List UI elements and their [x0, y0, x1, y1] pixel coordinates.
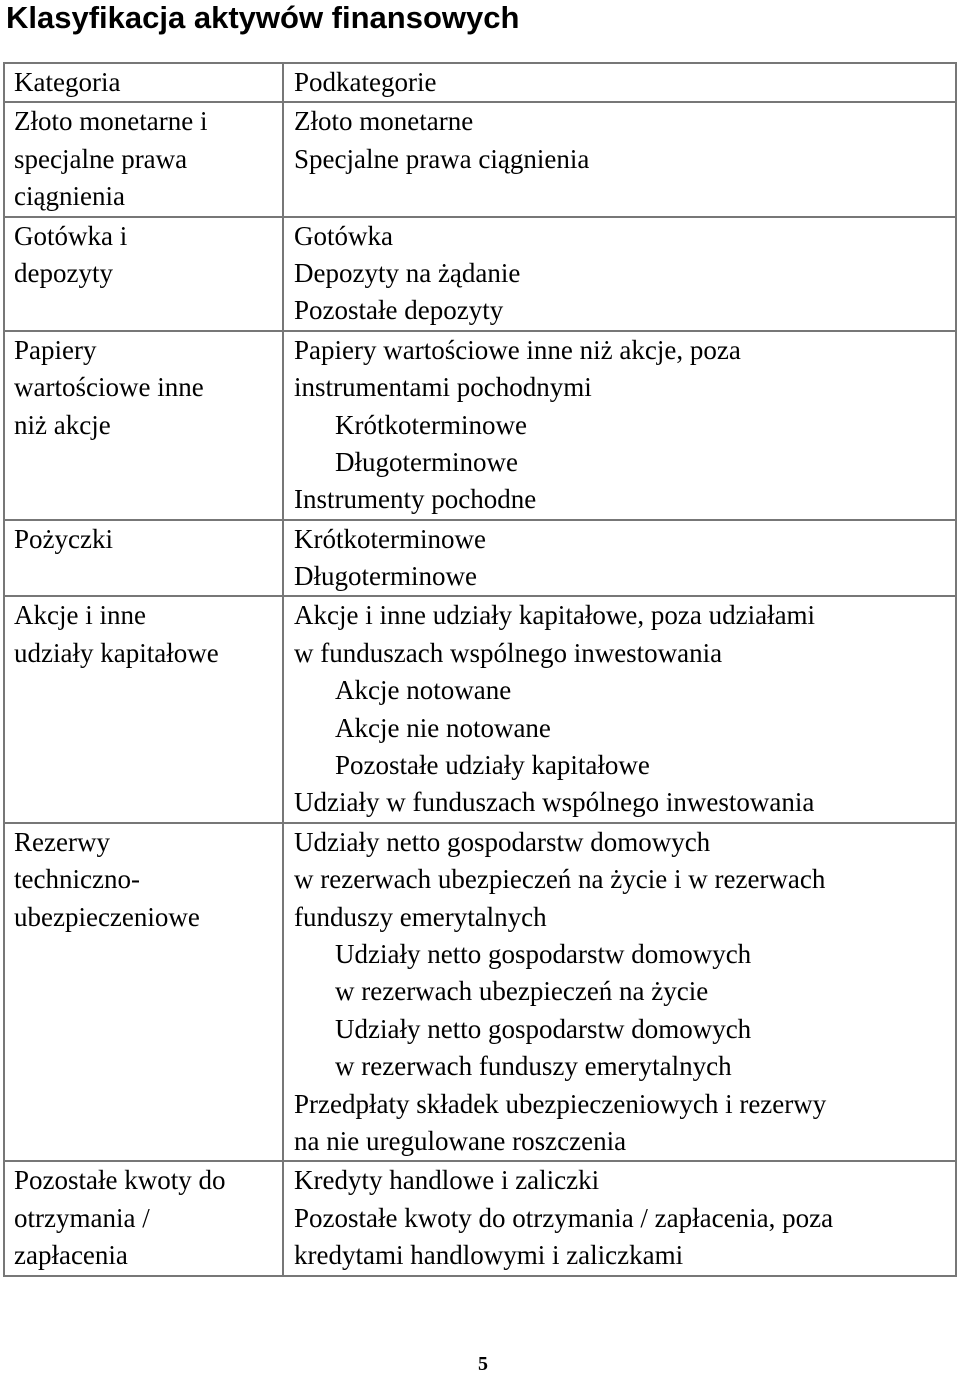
- category-cell: [4, 1161, 283, 1275]
- table-row: [4, 331, 956, 520]
- category-cell: [4, 520, 283, 597]
- table-body: [4, 63, 956, 1276]
- category-label-line: Pozostałe kwoty do: [14, 1165, 226, 1196]
- subcategory-item-indented: Akcje nie notowane: [335, 712, 551, 743]
- header-subcategory-cell: [283, 63, 956, 102]
- subcategory-item: w funduszach wspólnego inwestowania: [294, 637, 723, 668]
- category-label-line: techniczno-: [14, 864, 140, 895]
- table-row: [4, 596, 956, 822]
- subcategory-item: funduszy emerytalnych: [294, 901, 547, 932]
- subcategory-item-indented: Akcje notowane: [335, 675, 512, 706]
- subcategory-item: Długoterminowe: [294, 561, 477, 592]
- subcategory-cell: [283, 596, 956, 822]
- subcategory-cell: [283, 102, 956, 216]
- category-cell: [4, 217, 283, 331]
- subcategory-item: Instrumenty pochodne: [294, 484, 537, 515]
- subcategory-item: Pozostałe depozyty: [294, 295, 504, 326]
- category-label-line: niż akcje: [14, 409, 111, 440]
- category-label-line: Rezerwy: [14, 826, 110, 857]
- category-label-line: Gotówka i: [14, 220, 128, 251]
- category-label-line: specjalne prawa: [14, 143, 188, 174]
- header-subcategory: Podkategorie: [294, 67, 437, 97]
- subcategory-item: na nie uregulowane roszczenia: [294, 1125, 627, 1156]
- category-cell: [4, 823, 283, 1162]
- subcategory-item: Specjalne prawa ciągnienia: [294, 143, 590, 174]
- category-label-line: wartościowe inne: [14, 372, 204, 403]
- subcategory-item: Pozostałe kwoty do otrzymania / zapłacenia, poza: [294, 1202, 834, 1233]
- subcategory-item: Udziały netto gospodarstw domowych: [294, 826, 711, 857]
- subcategory-item-indented: w rezerwach funduszy emerytalnych: [335, 1051, 732, 1082]
- subcategory-item: instrumentami pochodnymi: [294, 372, 592, 403]
- page-title: Klasyfikacja aktywów finansowych: [6, 0, 520, 35]
- subcategory-item: Depozyty na żądanie: [294, 257, 521, 288]
- subcategory-cell: [283, 331, 956, 520]
- category-label-line: ciągnienia: [14, 181, 125, 212]
- subcategory-item: Gotówka: [294, 220, 393, 251]
- table-row: [4, 102, 956, 216]
- category-label-line: Pożyczki: [14, 523, 113, 554]
- category-label-line: depozyty: [14, 257, 113, 288]
- header-category-cell: [4, 63, 283, 102]
- subcategory-item: Papiery wartościowe inne niż akcje, poza: [294, 334, 741, 365]
- category-label-line: udziały kapitałowe: [14, 637, 219, 668]
- table-row: [4, 823, 956, 1162]
- subcategory-item: Kredyty handlowe i zaliczki: [294, 1165, 600, 1196]
- subcategory-item: Przedpłaty składek ubezpieczeniowych i rezerwy: [294, 1088, 827, 1119]
- subcategory-item-indented: w rezerwach ubezpieczeń na życie: [335, 976, 709, 1007]
- asset-classification-table: [3, 62, 957, 1277]
- category-label-line: zapłacenia: [14, 1240, 128, 1271]
- category-label-line: ubezpieczeniowe: [14, 901, 200, 932]
- subcategory-item-indented: Udziały netto gospodarstw domowych: [335, 938, 752, 969]
- subcategory-item-indented: Udziały netto gospodarstw domowych: [335, 1013, 752, 1044]
- table-row: [4, 217, 956, 331]
- subcategory-item-indented: Pozostałe udziały kapitałowe: [335, 750, 650, 781]
- subcategory-cell: [283, 217, 956, 331]
- subcategory-item: Krótkoterminowe: [294, 523, 486, 554]
- table-header-row: [4, 63, 956, 102]
- category-cell: [4, 331, 283, 520]
- subcategory-cell: [283, 1161, 956, 1275]
- category-label-line: otrzymania /: [14, 1202, 150, 1233]
- subcategory-item: Akcje i inne udziały kapitałowe, poza udziałami: [294, 600, 816, 631]
- subcategory-item-indented: Krótkoterminowe: [335, 409, 527, 440]
- table-row: [4, 1161, 956, 1275]
- category-label-line: Złoto monetarne i: [14, 106, 208, 137]
- table-row: [4, 520, 956, 597]
- subcategory-item: Udziały w funduszach wspólnego inwestowania: [294, 787, 815, 818]
- category-label-line: Papiery: [14, 334, 97, 365]
- category-cell: [4, 102, 283, 216]
- category-cell: [4, 596, 283, 822]
- subcategory-item: Złoto monetarne: [294, 106, 474, 137]
- subcategory-cell: [283, 823, 956, 1162]
- category-label-line: Akcje i inne: [14, 600, 146, 631]
- subcategory-item-indented: Długoterminowe: [335, 446, 518, 477]
- header-category: Kategoria: [14, 67, 121, 97]
- page-number: 5: [478, 1353, 488, 1375]
- subcategory-item: kredytami handlowymi i zaliczkami: [294, 1240, 684, 1271]
- subcategory-cell: [283, 520, 956, 597]
- subcategory-item: w rezerwach ubezpieczeń na życie i w rezerwach: [294, 864, 826, 895]
